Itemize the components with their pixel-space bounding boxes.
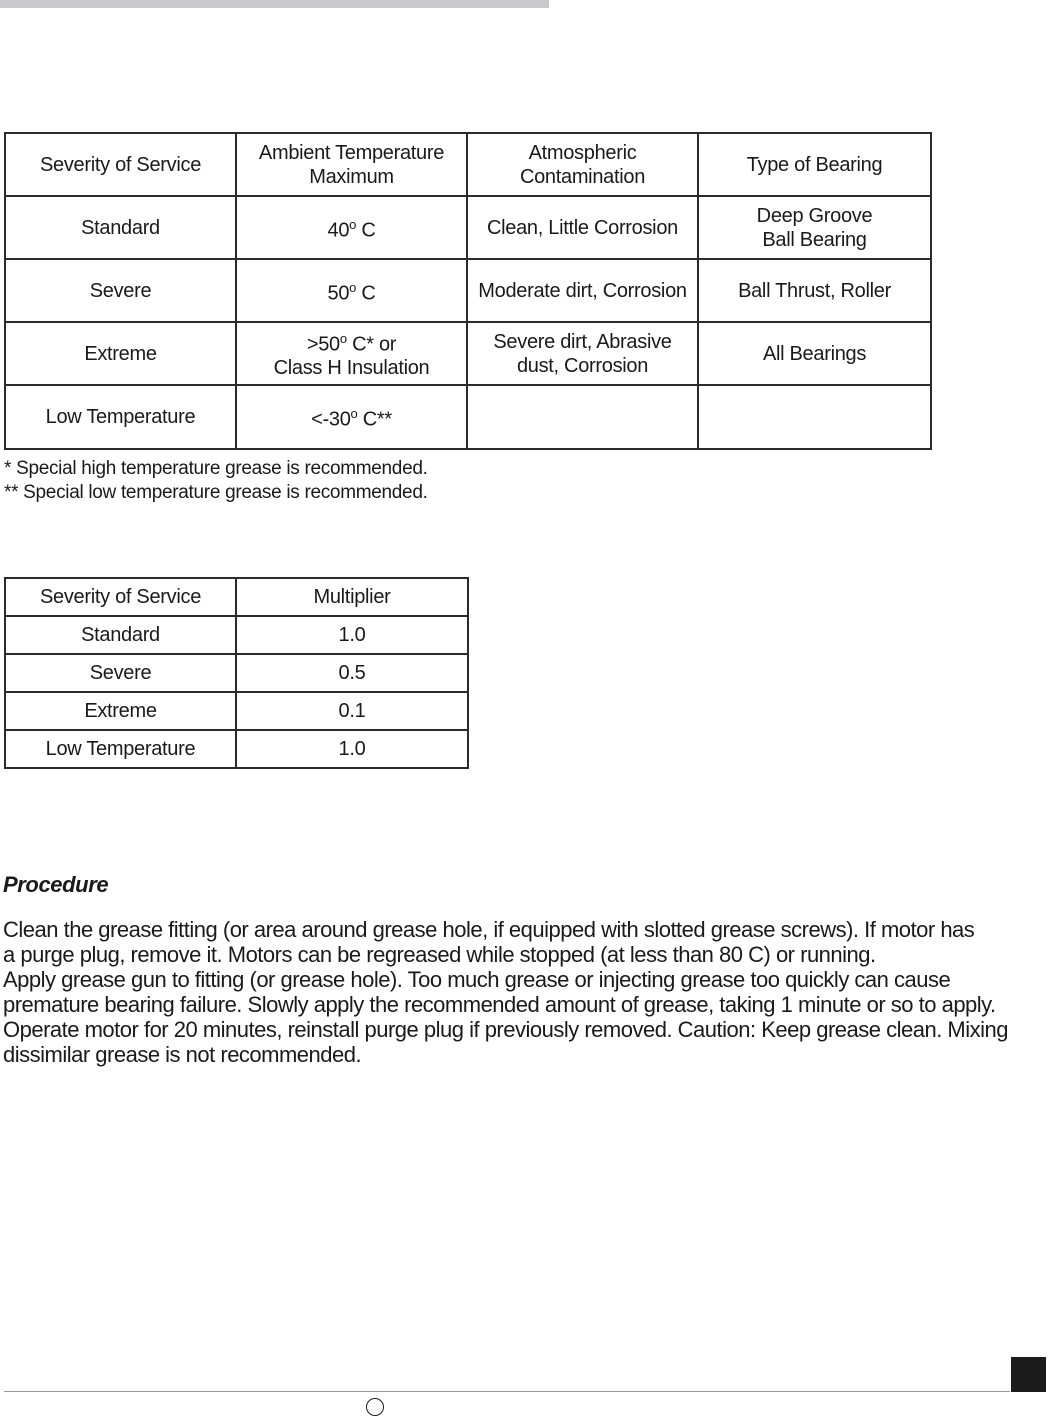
table-row [5, 196, 931, 259]
table-row [5, 730, 468, 768]
temperature-value: <-30 [311, 408, 351, 431]
service-multiplier-table [4, 577, 469, 769]
procedure-heading: Procedure [3, 872, 109, 897]
table-row [5, 322, 931, 385]
header-multiplier: Multiplier [236, 578, 468, 616]
degree-mark: o [349, 216, 357, 232]
header-bearing-type: Type of Bearing [698, 133, 931, 196]
bearing-cell: All Bearings [698, 322, 931, 385]
table-footnotes [4, 457, 428, 505]
procedure-line: Apply grease gun to fitting (or grease hole). Too much grease or injecting grease too quickly can cause [3, 967, 951, 992]
procedure-line: Operate motor for 20 minutes, reinstall purge plug if previously removed. Caution: Keep grease clean. Mixing [3, 1017, 1008, 1042]
severity-cell: Low Temperature [5, 385, 236, 449]
page-tab-marker [1011, 1357, 1046, 1392]
multiplier-cell: 0.5 [236, 654, 468, 692]
temperature-cell [236, 259, 467, 322]
table-row [5, 385, 931, 449]
temperature-unit: C [356, 219, 376, 242]
temperature-unit: C* or [346, 333, 397, 356]
temperature-cell [236, 196, 467, 259]
severity-cell: Low Temperature [5, 730, 236, 768]
severity-cell: Extreme [5, 322, 236, 385]
procedure-line: a purge plug, remove it. Motors can be regreased while stopped (at less than 80 C) or running. [3, 942, 876, 967]
table-header-row [5, 133, 931, 196]
contamination-cell [467, 385, 698, 449]
bearing-cell: Deep Groove Ball Bearing [698, 196, 931, 259]
temperature-value: 40 [327, 219, 350, 242]
table-header-row [5, 578, 468, 616]
procedure-text [3, 917, 1056, 1067]
contamination-cell: Clean, Little Corrosion [467, 196, 698, 259]
multiplier-cell: 1.0 [236, 730, 468, 768]
footer-divider [4, 1391, 1010, 1392]
severity-cell: Extreme [5, 692, 236, 730]
table-row [5, 654, 468, 692]
temperature-cell [236, 322, 467, 385]
header-severity: Severity of Service [5, 578, 236, 616]
multiplier-cell: 0.1 [236, 692, 468, 730]
header-bar [0, 0, 549, 8]
temperature-note: Class H Insulation [273, 357, 430, 380]
severity-cell: Standard [5, 616, 236, 654]
degree-mark: o [349, 279, 357, 295]
lubrication-conditions-table [4, 132, 932, 450]
table-row [5, 259, 931, 322]
bearing-cell: Ball Thrust, Roller [698, 259, 931, 322]
procedure-line: premature bearing failure. Slowly apply the recommended amount of grease, taking 1 minute or so to apply. [3, 992, 996, 1017]
header-ambient-temperature: Ambient Temperature Maximum [236, 133, 467, 196]
temperature-cell [236, 385, 467, 449]
temperature-unit: C** [357, 408, 392, 431]
footnote-low-temperature: ** Special low temperature grease is recommended. [4, 482, 428, 503]
severity-cell: Severe [5, 654, 236, 692]
degree-mark: o [350, 406, 358, 422]
temperature-unit: C [356, 282, 376, 305]
header-severity: Severity of Service [5, 133, 236, 196]
table-row [5, 616, 468, 654]
procedure-line: dissimilar grease is not recommended. [3, 1042, 362, 1067]
multiplier-cell: 1.0 [236, 616, 468, 654]
procedure-line: Clean the grease fitting (or area around grease hole, if equipped with slotted grease screws). If motor has [3, 917, 975, 942]
temperature-value: 50 [327, 282, 350, 305]
degree-mark: o [339, 330, 347, 346]
temperature-value: >50 [306, 333, 340, 356]
table-row [5, 692, 468, 730]
severity-cell: Severe [5, 259, 236, 322]
severity-cell: Standard [5, 196, 236, 259]
footnote-high-temperature: * Special high temperature grease is recommended. [4, 458, 428, 479]
bearing-cell [698, 385, 931, 449]
contamination-cell: Severe dirt, Abrasive dust, Corrosion [467, 322, 698, 385]
header-atmospheric-contamination: Atmospheric Contamination [467, 133, 698, 196]
contamination-cell: Moderate dirt, Corrosion [467, 259, 698, 322]
circle-icon [366, 1398, 384, 1416]
